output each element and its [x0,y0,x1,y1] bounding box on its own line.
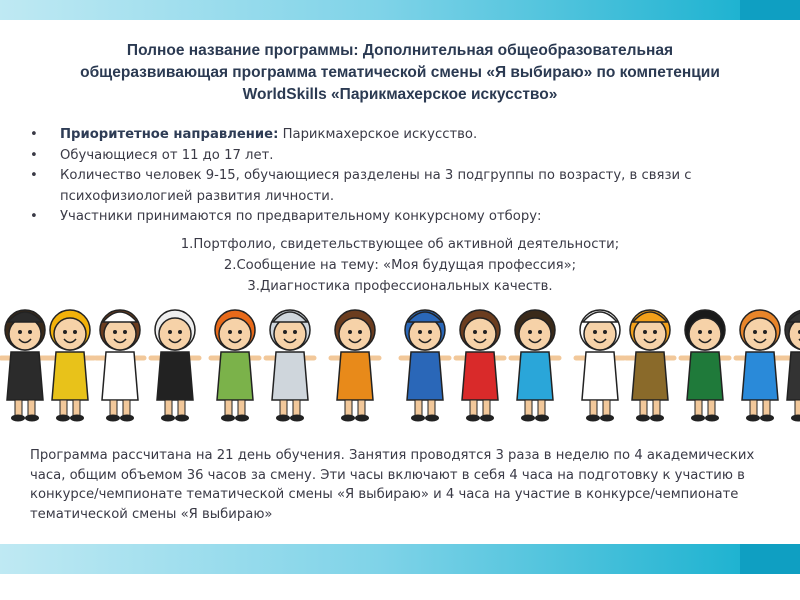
title-line-2: общеразвивающая программа тематической смены «Я выбираю» по компетенции [80,64,720,81]
child-figure [681,310,729,422]
child-figure [576,310,624,422]
child-figure [211,310,259,422]
children-professions-illustration [0,300,800,425]
child-figure [46,310,94,422]
page-title [20,40,780,106]
title-line-1: Полное название программы: Дополнительная общеобразовательная [126,42,674,59]
child-figure [1,310,49,422]
child-figure [151,310,199,422]
child-figure [626,310,674,422]
step-item: 1.Портфолио, свидетельствующее об активной деятельности; [180,237,620,252]
program-description: Программа рассчитана на 21 день обучения. Занятия проводятся 3 раза в неделю по 4 академических часа, общим объемом 36 часов за смену. Эти часы включают в себя 4 часа на подготовку к участию в конкурсе/чемпионате тематической смены «Я выбираю» и 4 часа на участие в конкурсе/чемпионате тематической смены «Я выбираю» [30,448,755,522]
child-figure [96,310,144,422]
child-figure [781,310,800,422]
bullet-item: • Участники принимаются по предварительному конкурсному отбору: [30,207,770,228]
children-row [1,310,800,422]
step-item: 2.Сообщение на тему: «Моя будущая профессия»; [223,258,577,273]
child-figure [331,310,379,422]
selection-steps [30,234,770,297]
bullet-item: • Обучающиеся от 11 до 17 лет. [30,146,770,167]
child-figure [511,310,559,422]
child-figure [736,310,784,422]
top-decorative-bar [0,0,800,20]
step-item: 3.Диагностика профессиональных качеств. [247,279,553,294]
title-line-3: WorldSkills «Парикмахерское искусство» [242,86,558,103]
bottom-decorative-bar [0,544,800,574]
bullet-item: • Количество человек 9-15, обучающиеся разделены на 3 подгруппы по возрасту, в связи с психофизиологией развития личности. [30,166,770,207]
bullet-item: • Приоритетное направление: Парикмахерское искусство. [30,125,770,146]
child-figure [456,310,504,422]
child-figure [401,310,449,422]
bullet-list [30,125,770,228]
child-figure [266,310,314,422]
